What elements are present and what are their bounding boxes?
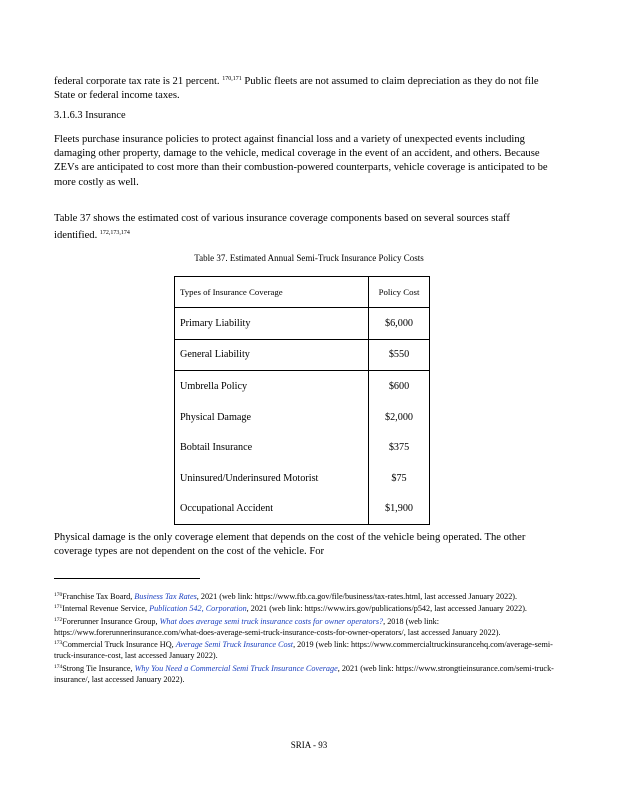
insurance-cost-table — [174, 276, 430, 525]
paragraph-table-intro — [54, 212, 554, 243]
policy-cost: $75 — [369, 463, 430, 494]
paragraph-text: Public fleets are not assumed to claim depreciation as they do not file State or federal income taxes. — [54, 76, 539, 102]
coverage-type: Bobtail Insurance — [175, 432, 369, 463]
coverage-type: Uninsured/Underinsured Motorist — [175, 463, 369, 494]
footnote-number: 171 — [54, 604, 63, 611]
paragraph-text: Table 37 shows the estimated cost of various insurance coverage components based on several sources staff identified. — [54, 213, 510, 242]
footnote-link[interactable]: Publication 542, Corporation — [149, 604, 247, 614]
footnote-details: , 2021 (web link: https://www.ftb.ca.gov/file/business/tax-rates.html, last accessed January 2022). — [196, 592, 518, 601]
table-row — [175, 371, 430, 402]
policy-cost: $375 — [369, 432, 430, 463]
footnote-link[interactable]: Average Semi Truck Insurance Cost — [175, 640, 294, 650]
footnote-number: 172 — [54, 616, 63, 623]
page-footer: SRIA - 93 — [290, 740, 328, 750]
table-row — [175, 432, 430, 463]
policy-cost: $1,900 — [369, 494, 430, 525]
footnote-source: Strong Tie Insurance, — [62, 663, 133, 673]
footnote-details: , 2021 (web link: https://www.strongtieinsurance.com/semi-truck-insurance/, last accessed January 2022). — [54, 663, 554, 685]
coverage-type: General Liability — [175, 339, 369, 371]
footnote-171 — [54, 602, 558, 614]
column-header-cost: Policy Cost — [369, 277, 430, 308]
footnote-number: 170 — [54, 592, 63, 598]
footnote-174 — [54, 662, 558, 686]
footnote-details: , 2021 (web link: https://www.irs.gov/publications/p542, last accessed January 2022). — [246, 604, 527, 614]
footnote-reference: 170,171 — [222, 76, 242, 82]
footnote-link[interactable]: What does average semi truck insurance costs for owner operators? — [159, 616, 384, 626]
footnote-details: , 2018 (web link: https://www.forerunnerinsurance.com/what-does-average-semi-truck-insurance-costs-for-owner-operators/, last accessed January 2022). — [54, 616, 501, 637]
table-row — [175, 308, 430, 340]
footnote-number: 173 — [54, 640, 63, 647]
table-row — [175, 463, 430, 494]
footnote-reference: 172,173,174 — [99, 230, 130, 237]
paragraph-physical-damage: Physical damage is the only coverage element that depends on the cost of the vehicle being operated. The other coverage types are not dependent on the cost of the vehicle. For — [54, 532, 526, 558]
footnote-source: Franchise Tax Board, — [62, 592, 133, 601]
footnote-source: Forerunner Insurance Group, — [62, 616, 158, 626]
table-header-row — [175, 277, 430, 308]
footnote-number: 174 — [54, 663, 63, 670]
policy-cost: $6,000 — [369, 308, 430, 340]
footnote-170 — [54, 590, 558, 602]
footnote-source: Internal Revenue Service, — [62, 604, 148, 614]
policy-cost: $550 — [369, 339, 430, 371]
footnotes — [54, 590, 558, 685]
paragraph-tax-rate — [54, 72, 554, 103]
coverage-type: Primary Liability — [175, 308, 369, 340]
footnote-details: , 2019 (web link: https://www.commercialtruckinsurancehq.com/average-semi-truck-insurance-cost, last accessed January 2022). — [54, 640, 553, 661]
footnote-divider — [54, 578, 200, 579]
table-caption: Table 37. Estimated Annual Semi-Truck Insurance Policy Costs — [194, 253, 424, 263]
table-row — [175, 494, 430, 525]
footnote-172 — [54, 615, 558, 639]
footnote-source: Commercial Truck Insurance HQ, — [62, 640, 174, 650]
table-row — [175, 402, 430, 433]
section-heading: 3.1.6.3 Insurance — [54, 110, 126, 121]
footnote-173 — [54, 638, 558, 662]
table-row — [175, 339, 430, 371]
footnote-link[interactable]: Business Tax Rates — [134, 592, 197, 601]
column-header-type: Types of Insurance Coverage — [175, 277, 369, 308]
paragraph-text: federal corporate tax rate is 21 percent. — [54, 76, 220, 87]
coverage-type: Physical Damage — [175, 402, 369, 433]
paragraph-insurance: Fleets purchase insurance policies to protect against financial loss and a variety of unexpected events including damaging other property, damage to the vehicle, medical coverage in the event of an accident, and others. Because ZEVs are anticipated to cost more than their combustion-powered counterparts, vehicle coverage is anticipated to be more costly as well. — [54, 134, 548, 188]
coverage-type: Umbrella Policy — [175, 371, 369, 402]
policy-cost: $600 — [369, 371, 430, 402]
policy-cost: $2,000 — [369, 402, 430, 433]
coverage-type: Occupational Accident — [175, 494, 369, 525]
footnote-link[interactable]: Why You Need a Commercial Semi Truck Insurance Coverage — [134, 663, 338, 673]
